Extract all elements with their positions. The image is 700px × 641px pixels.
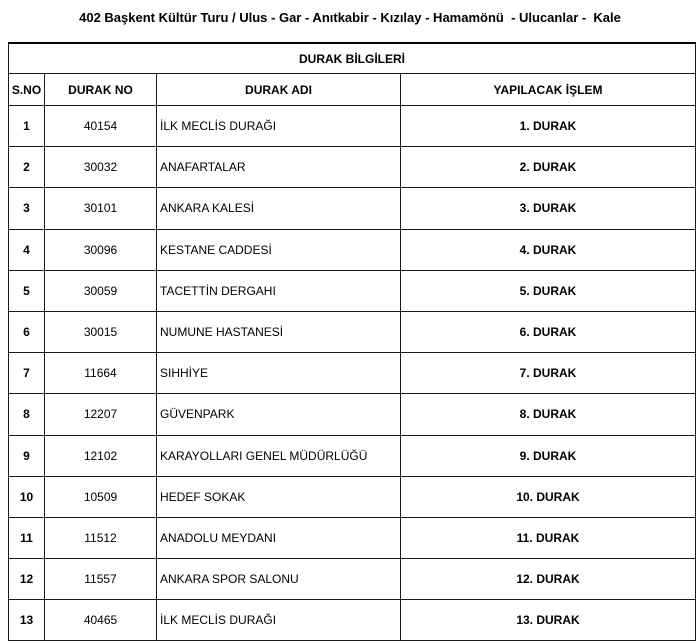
cell-sno: 4 — [9, 229, 45, 270]
cell-action: 10. DURAK — [401, 476, 696, 517]
cell-action: 4. DURAK — [401, 229, 696, 270]
cell-sno: 2 — [9, 147, 45, 188]
cell-sno: 1 — [9, 106, 45, 147]
cell-action: 5. DURAK — [401, 270, 696, 311]
cell-stop-no: 30015 — [45, 311, 157, 352]
cell-sno: 5 — [9, 270, 45, 311]
page-title: 402 Başkent Kültür Turu / Ulus - Gar - Anıtkabir - Kızılay - Hamamönü - Ulucanlar - Kale — [79, 10, 621, 25]
table-row — [9, 353, 696, 394]
cell-action: 1. DURAK — [401, 106, 696, 147]
cell-stop-name: ANADOLU MEYDANI — [157, 517, 401, 558]
cell-stop-name: NUMUNE HASTANESİ — [157, 311, 401, 352]
cell-stop-name: İLK MECLİS DURAĞI — [157, 600, 401, 641]
cell-stop-no: 11512 — [45, 517, 157, 558]
cell-sno: 6 — [9, 311, 45, 352]
cell-action: 7. DURAK — [401, 353, 696, 394]
table-row — [9, 476, 696, 517]
cell-stop-name: GÜVENPARK — [157, 394, 401, 435]
cell-sno: 11 — [9, 517, 45, 558]
column-header-sno: S.NO — [9, 74, 45, 106]
cell-stop-no: 40465 — [45, 600, 157, 641]
table-row — [9, 147, 696, 188]
cell-stop-name: TACETTİN DERGAHI — [157, 270, 401, 311]
table-row — [9, 188, 696, 229]
stop-info-table — [8, 42, 696, 641]
table-row — [9, 311, 696, 352]
cell-stop-no: 12102 — [45, 435, 157, 476]
cell-stop-name: ANKARA SPOR SALONU — [157, 559, 401, 600]
cell-action: 13. DURAK — [401, 600, 696, 641]
cell-action: 12. DURAK — [401, 559, 696, 600]
table-row — [9, 106, 696, 147]
column-header-stop-no: DURAK NO — [45, 74, 157, 106]
cell-action: 3. DURAK — [401, 188, 696, 229]
cell-sno: 7 — [9, 353, 45, 394]
cell-action: 2. DURAK — [401, 147, 696, 188]
cell-stop-name: KARAYOLLARI GENEL MÜDÜRLÜĞÜ — [157, 435, 401, 476]
cell-stop-no: 40154 — [45, 106, 157, 147]
cell-stop-name: ANAFARTALAR — [157, 147, 401, 188]
cell-stop-name: İLK MECLİS DURAĞI — [157, 106, 401, 147]
cell-action: 6. DURAK — [401, 311, 696, 352]
table-row — [9, 559, 696, 600]
cell-stop-no: 11664 — [45, 353, 157, 394]
cell-stop-no: 30096 — [45, 229, 157, 270]
cell-stop-no: 30101 — [45, 188, 157, 229]
cell-stop-name: ANKARA KALESİ — [157, 188, 401, 229]
section-header: DURAK BİLGİLERİ — [9, 43, 696, 74]
cell-stop-name: KESTANE CADDESİ — [157, 229, 401, 270]
cell-sno: 3 — [9, 188, 45, 229]
table-row — [9, 229, 696, 270]
cell-sno: 13 — [9, 600, 45, 641]
table-row — [9, 435, 696, 476]
cell-stop-no: 10509 — [45, 476, 157, 517]
cell-stop-no: 30032 — [45, 147, 157, 188]
cell-stop-no: 30059 — [45, 270, 157, 311]
cell-sno: 10 — [9, 476, 45, 517]
cell-sno: 12 — [9, 559, 45, 600]
column-header-action: YAPILACAK İŞLEM — [401, 74, 696, 106]
table-row — [9, 517, 696, 558]
cell-action: 9. DURAK — [401, 435, 696, 476]
cell-sno: 8 — [9, 394, 45, 435]
cell-action: 11. DURAK — [401, 517, 696, 558]
cell-stop-name: HEDEF SOKAK — [157, 476, 401, 517]
table-row — [9, 270, 696, 311]
table-row — [9, 600, 696, 641]
table-row — [9, 394, 696, 435]
column-header-stop-name: DURAK ADI — [157, 74, 401, 106]
cell-action: 8. DURAK — [401, 394, 696, 435]
cell-stop-no: 12207 — [45, 394, 157, 435]
cell-stop-no: 11557 — [45, 559, 157, 600]
cell-stop-name: SIHHİYE — [157, 353, 401, 394]
cell-sno: 9 — [9, 435, 45, 476]
